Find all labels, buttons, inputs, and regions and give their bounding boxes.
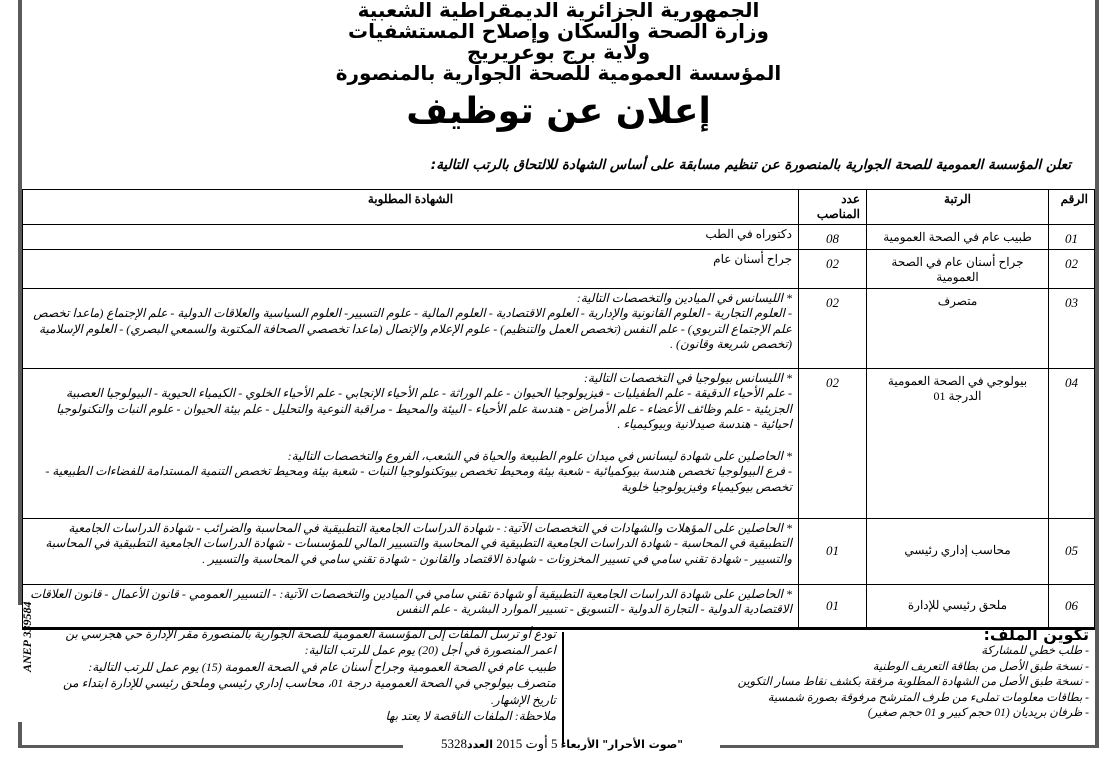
- dossier-item: - طلب خطي للمشاركة: [981, 645, 1089, 657]
- row-number: 03: [1049, 288, 1095, 368]
- certificate-text: - العلوم التجارية - العلوم القانونية والإدارية - العلوم الاقتصادية - العلوم المالية - علوم التسيير- العلوم السياسية والعلاقات الدولية - علم الإجتماع (ماعدا تخصص علم الإجتماع التربوي) - علم النفس (تخصص العمل والتنظيم) - علوم الإعلام والإتصال (ماعدا تخصصي الصحافة المكتوبة والسمعي البصري) - العلوم الإسلامية (تخصص شريعة وقانون) .: [33, 306, 792, 351]
- table-row: [23, 518, 1095, 584]
- header-ministry: وزارة الصحة والسكان وإصلاح المستشفيات: [348, 19, 769, 43]
- certificate-block: [29, 587, 792, 618]
- dossier-item: - نسخة طبق الأصل من بطاقة التعريف الوطنية: [872, 660, 1089, 673]
- section-divider: [562, 632, 564, 744]
- deposit-line: تودع أو ترسل الملفات إلى المؤسسة العمومية للصحة الجوارية بالمنصورة مقر الإدارة حي هجرسي بن اعمر المنصورة في أجل (20) يوم عمل للرتب التالية:: [65, 627, 556, 658]
- footer-day: الأربعاء: [560, 738, 600, 751]
- footer-issue-number: 5328: [440, 736, 467, 751]
- certificate-block: [29, 252, 792, 268]
- row-number: 06: [1049, 584, 1095, 628]
- frame-border-bottom-right: [720, 745, 1099, 748]
- row-certificate: [23, 518, 799, 584]
- row-certificate: [23, 249, 799, 288]
- row-position-count: 02: [799, 288, 867, 368]
- intro-text: تعلن المؤسسة العمومية للصحة الجوارية بالمنصورة عن تنظيم مسابقة على أساس الشهادة للالتحاق بالرتب التالية:: [430, 157, 1071, 173]
- row-number: 04: [1049, 368, 1095, 518]
- footer-newspaper: "صوت الأحرار": [602, 738, 684, 751]
- certificate-heading: * الليسانس في الميادين والتخصصات التالية:: [576, 290, 792, 305]
- row-rank: متصرف: [867, 288, 1049, 368]
- table-row: [23, 249, 1095, 288]
- row-position-count: 08: [799, 225, 867, 250]
- certificate-text: جراح أسنان عام: [713, 251, 792, 266]
- row-certificate: [23, 288, 799, 368]
- deposit-note: ملاحظة: الملفات الناقصة لا يعتد بها: [385, 709, 556, 724]
- anep-reference: ANEP 339584: [20, 601, 34, 672]
- page-title: إعلان عن توظيف: [406, 91, 711, 132]
- deposit-instructions: [60, 626, 556, 724]
- certificate-text: - علم الأحياء الدقيقة - علم الطفيليات - فيزيولوجيا الحيوان - علم الوراثة - علم الأحياء الإنجابي - علم الأحياء الخلوي - الكيمياء الحيوية - البيولوجيا العصبية الجزيئية - علم وظائف الأعضاء - علم الأمراض - هندسة علم الأحياء - البيئة والمحيط - مراقبة النوعية والتحليل - علم بيئة الحيوان - علوم النبات والتكنولوجيا احيائية - هندسة صيدلانية وبيوكيمياء .: [56, 386, 792, 431]
- header-wilaya: ولاية برج بوعريريج: [466, 40, 651, 64]
- row-certificate: [23, 584, 799, 628]
- header-institution: المؤسسة العمومية للصحة الجوارية بالمنصورة: [335, 61, 782, 85]
- row-number: 01: [1049, 225, 1095, 250]
- header-republic: الجمهورية الجزائرية الديمقراطية الشعبية: [357, 0, 760, 22]
- table-header-row: [23, 190, 1095, 225]
- deposit-line: طبيب عام في الصحة العمومية وجراح أسنان عام في الصحة العمومة (15) يوم عمل للرتب التالية:: [88, 659, 556, 674]
- certificate-block: [29, 291, 792, 353]
- certificate-block: [29, 449, 792, 496]
- row-rank: محاسب إداري رئيسي: [867, 518, 1049, 584]
- table-row: [23, 368, 1095, 518]
- footer-date: 5 أوت 2015: [496, 736, 558, 751]
- certificate-block: [29, 521, 792, 568]
- table-row: [23, 288, 1095, 368]
- footer-issue-label: العدد: [466, 738, 494, 751]
- certificate-text: - فرع البيولوجيا تخصص هندسة بيوكميائية - شعبة بيئة ومحيط تخصص بيوتكنولوجيا النبات - شعبة بيئة ومحيط تخصص التنمية المستدامة للفضاءات الطبيعية - تخصص بيوكيمياء وفيزيولوجيا خلوية: [45, 464, 792, 494]
- dossier-item: - ظرفان بريديان (01 حجم كبير و 01 حجم صغير): [867, 707, 1089, 719]
- row-certificate: [23, 368, 799, 518]
- certificate-text: * الحاصلين على شهادة الدراسات الجامعية التطبيقية أو شهادة تقني سامي في الميادين والتخصصات الآتية: - التسيير العمومي - قانون الأعمال - قانون العلاقات الاقتصادية الدولية - التجارة الدولية - التسويق - تسيير الموارد البشرية - علم النفس: [30, 586, 792, 616]
- dossier-item: - نسخة طبق الأصل من الشهادة المطلوبة مرفقة بكشف نقاط مسار التكوين: [737, 676, 1089, 688]
- column-header-count: عدد المناصب: [799, 190, 867, 225]
- row-rank: طبيب عام في الصحة العمومية: [867, 225, 1049, 250]
- dossier-requirements: [689, 625, 1089, 722]
- column-header-number: الرقم: [1049, 190, 1095, 225]
- announcement-header: [22, 0, 1095, 134]
- row-number: 02: [1049, 249, 1095, 288]
- dossier-item: - بطاقات معلومات تملىء من طرف المترشح مرفوقة بصورة شمسية: [767, 691, 1089, 704]
- table-row: [23, 225, 1095, 250]
- positions-table: [22, 189, 1095, 630]
- table-row: [23, 584, 1095, 628]
- frame-border-right: [1095, 0, 1099, 748]
- row-rank: ملحق رئيسي للإدارة: [867, 584, 1049, 628]
- deposit-line: متصرف بيولوجي في الصحة العمومية درجة 01، محاسب إداري رئيسي وملحق رئيسي للإدارة ابتداء من تاريخ الإشهار.: [63, 676, 556, 707]
- certificate-heading: * الحاصلين على شهادة ليسانس في ميدان علوم الطبيعة والحياة في الشعب، الفروع والتخصصات التالية:: [287, 448, 792, 463]
- certificate-text: دكتوراه في الطب: [705, 227, 792, 241]
- row-position-count: 02: [799, 249, 867, 288]
- row-position-count: 01: [799, 518, 867, 584]
- row-position-count: 02: [799, 368, 867, 518]
- column-header-certificate: الشهادة المطلوبة: [23, 190, 799, 225]
- row-number: 05: [1049, 518, 1095, 584]
- column-header-rank: الرتبة: [867, 190, 1049, 225]
- row-certificate: [23, 225, 799, 250]
- certificate-text: * الحاصلين على المؤهلات والشهادات في التخصصات الآتية: - شهادة الدراسات الجامعية التطبيقية في المحاسبة والضرائب - شهادة الدراسات الجامعية التطبيقية في المحاسبة - شهادة الدراسات الجامعية التطبيقية في المحاسبة والتسيير المالي للمؤسسات - شهادة الدراسات الجامعية التطبيقية في المحاسبة والتسيير - شهادة تقني سامي في تسيير المخزونات - شهادة الاقتصاد والقانون - شهادة تقني سامي في المحاسبة والتسيير .: [45, 520, 792, 566]
- row-position-count: 01: [799, 584, 867, 628]
- certificate-heading: * الليسانس بيولوجيا في التخصصات التالية:: [583, 370, 792, 385]
- newspaper-footer: [412, 736, 712, 752]
- row-rank: جراح أسنان عام في الصحة العمومية: [867, 249, 1049, 288]
- frame-border-bottom-left: [18, 745, 403, 748]
- row-rank: بيولوجي في الصحة العمومية الدرجة 01: [867, 368, 1049, 518]
- dossier-title: تكوين الملف:: [983, 625, 1089, 644]
- certificate-block: [29, 371, 792, 433]
- certificate-block: [29, 227, 792, 243]
